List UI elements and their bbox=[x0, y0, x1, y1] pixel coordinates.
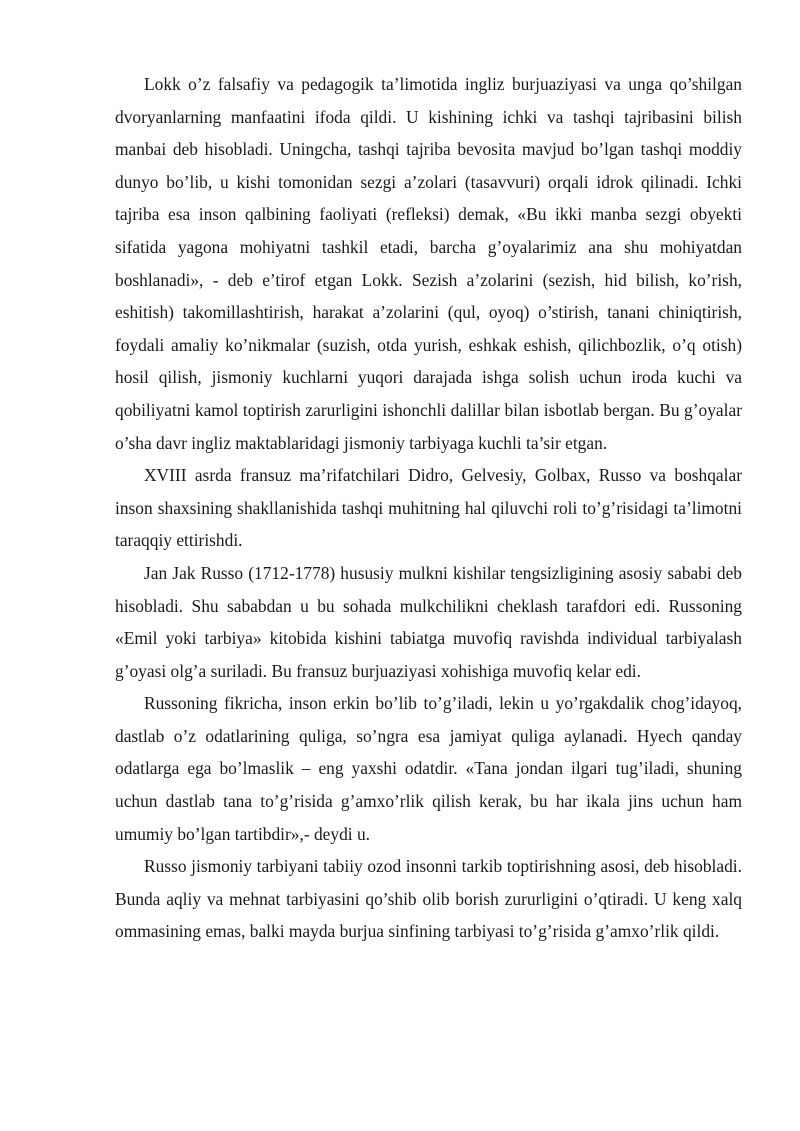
document-page bbox=[115, 68, 742, 948]
paragraph-russo-property: Jan Jak Russo (1712-1778) hususiy mulkni kishilar tengsizligining asosiy sababi deb hisobladi. Shu sababdan u bu sohada mulkchilikni cheklash tarafdori edi. Russoning «Emil yoki tarbiya» kitobida kishini tabiatga muvofiq ravishda individual tarbiyalash g’oyasi olg’a suriladi. Bu fransuz burjuaziyasi xohishiga muvofiq kelar edi. bbox=[115, 562, 742, 681]
paragraph-lokk: Lokk o’z falsafiy va pedagogik ta’limotida ingliz burjuaziyasi va unga qo’shilgan dvoryanlarning manfaatini ifoda qildi. U kishining ichki va tashqi tajribasini bilish manbai deb hisobladi. Uningcha, tashqi tajriba bevosita mavjud bo’lgan tashqi moddiy dunyo bo’lib, u kishi tomonidan sezgi a’zolari (tasavvuri) orqali idrok qilinadi. Ichki tajriba esa inson qalbining faoliyati (refleksi) demak, «Bu ikki manba sezgi obyekti sifatida yagona mohiyatni tashkil etadi, barcha g’oyalarimiz ana shu mohiyatdan boshlanadi», - deb e’tirof etgan Lokk. Sezish a’zolarini (sezish, hid bilish, ko’rish, eshitish) takomillashtirish, harakat a’zolarini (qul, oyoq) o’stirish, tanani chiniqtirish, foydali amaliy ko’nikmalar (suzish, otda yurish, eshkak eshish, qilichbozlik, o’q otish) hosil qilish, jismoniy kuchlarni yuqori darajada ishga solish uchun iroda kuchi va qobiliyatni kamol toptirish zarurligini ishonchli dalillar bilan isbotlab bergan. Bu g’oyalar o’sha davr ingliz maktablaridagi jismoniy tarbiyaga kuchli ta’sir etgan. bbox=[115, 74, 742, 453]
paragraph-french-enlighteners: XVIII asrda fransuz ma’rifatchilari Didro, Gelvesiy, Golbax, Russo va boshqalar inson shaxsining shakllanishida tashqi muhitning hal qiluvchi roli to’g’risidagi ta’limotni taraqqiy ettirishdi. bbox=[115, 465, 742, 551]
paragraph-russo-physical-education: Russo jismoniy tarbiyani tabiiy ozod insonni tarkib toptirishning asosi, deb hisobladi. Bunda aqliy va mehnat tarbiyasini qo’shib olib borish zururligini o’qtiradi. U keng xalq ommasining emas, balki mayda burjua sinfining tarbiyasi to’g’risida g’amxo’rlik qildi. bbox=[115, 856, 742, 942]
paragraph-russo-opinion: Russoning fikricha, inson erkin bo’lib to’g’iladi, lekin u yo’rgakdalik chog’idayoq, dastlab o’z odatlarining quliga, so’ngra esa jamiyat quliga aylanadi. Hyech qanday odatlarga ega bo’lmaslik – eng yaxshi odatdir. «Tana jondan ilgari tug’iladi, shuning uchun dastlab tana to’g’risida g’amxo’rlik qilish kerak, bu har ikala jins uchun ham umumiy bo’lgan tartibdir»,- deydi u. bbox=[115, 693, 742, 844]
